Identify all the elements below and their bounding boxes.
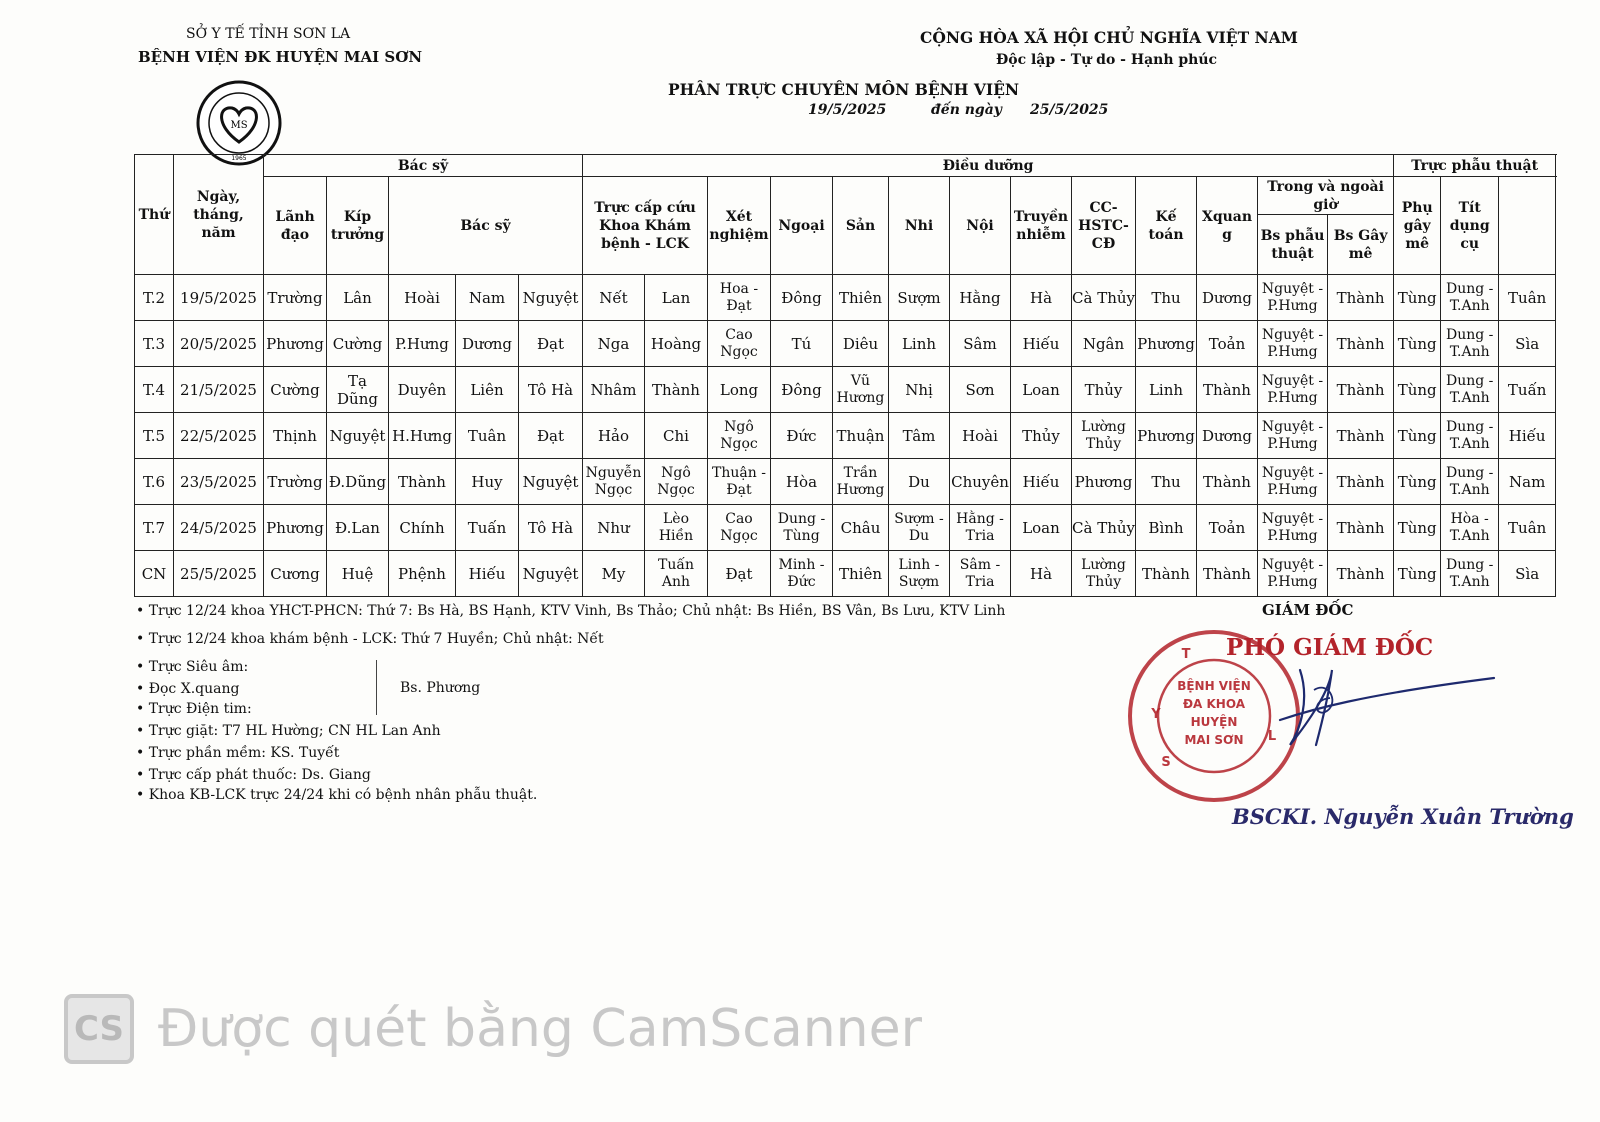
cell-ho-tong: Sìa <box>1499 321 1556 367</box>
cell-xet-nghiem: Long <box>708 367 771 413</box>
cell-tit-dung-cu: Dung - T.Anh <box>1441 413 1499 459</box>
col-tit-dung-cu: Tít dụng cụ <box>1441 177 1499 275</box>
cell-bs-phau-thuat: Nguyệt - P.Hưng <box>1258 505 1328 551</box>
table-row <box>135 413 1556 459</box>
cell-ngoai: Đông <box>771 367 833 413</box>
svg-text:ĐA KHOA: ĐA KHOA <box>1182 697 1246 711</box>
note-item: • Trực 12/24 khoa khám bệnh - LCK: Thứ 7 Huyền; Chủ nhật: Nết <box>136 631 604 647</box>
cell-bs1: Duyên <box>389 367 456 413</box>
note-item: • Đọc X.quang <box>136 681 240 697</box>
cell-ho-tong: Hiếu <box>1499 413 1556 459</box>
cell-nhi: Linh <box>889 321 950 367</box>
cell-cc2: Ngô Ngọc <box>645 459 708 505</box>
cell-bs1: H.Hưng <box>389 413 456 459</box>
cell-cc1: Như <box>583 505 645 551</box>
col-bs-gay-me: Bs Gây mê <box>1328 215 1394 275</box>
cell-ngay: 24/5/2025 <box>174 505 264 551</box>
cell-kip-truong: Đ.Dũng <box>327 459 389 505</box>
cell-cc-hstc: Lường Thủy <box>1072 551 1136 597</box>
cell-san: Châu <box>833 505 889 551</box>
cell-lanh-dao: Phương <box>264 321 327 367</box>
cell-ngoai: Dung - Tùng <box>771 505 833 551</box>
cell-noi: Sơn <box>950 367 1011 413</box>
col-ke-toan: Kế toán <box>1136 177 1197 275</box>
cell-xet-nghiem: Cao Ngọc <box>708 321 771 367</box>
cell-xquang: Thành <box>1197 551 1258 597</box>
national-motto: Độc lập - Tự do - Hạnh phúc <box>996 52 1218 68</box>
col-bs-phau-thuat: Bs phẫu thuật <box>1258 215 1328 275</box>
cell-bs2: Dương <box>456 321 519 367</box>
cell-bs-gay-me: Thành <box>1328 321 1394 367</box>
cell-san: Vũ Hương <box>833 367 889 413</box>
col-phu-gay-me: Phụ gây mê <box>1394 177 1441 275</box>
note-item: • Khoa KB-LCK trực 24/24 khi có bệnh nhân phẫu thuật. <box>136 787 538 803</box>
notes-list <box>136 600 1005 806</box>
cell-noi: Sâm - Tria <box>950 551 1011 597</box>
cell-tit-dung-cu: Dung - T.Anh <box>1441 459 1499 505</box>
cell-lanh-dao: Thịnh <box>264 413 327 459</box>
cell-bs3: Nguyệt <box>519 551 583 597</box>
cell-ngay: 20/5/2025 <box>174 321 264 367</box>
camscanner-logo-icon: CS <box>64 994 134 1064</box>
cell-cc-hstc: Lường Thủy <box>1072 413 1136 459</box>
note-item: • Trực phần mềm: KS. Tuyết <box>136 745 340 761</box>
cell-bs-phau-thuat: Nguyệt - P.Hưng <box>1258 275 1328 321</box>
cell-ngay: 25/5/2025 <box>174 551 264 597</box>
svg-text:MS: MS <box>230 120 248 131</box>
country-name: CỘNG HÒA XÃ HỘI CHỦ NGHĨA VIỆT NAM <box>920 28 1298 47</box>
agency-name: SỞ Y TẾ TỈNH SƠN LA <box>186 26 351 42</box>
cell-xet-nghiem: Ngô Ngọc <box>708 413 771 459</box>
cell-ngay: 22/5/2025 <box>174 413 264 459</box>
col-bac-sy: Bác sỹ <box>389 177 583 275</box>
cell-bs1: Hoài <box>389 275 456 321</box>
cell-bs-gay-me: Thành <box>1328 413 1394 459</box>
cell-phu-gay-me: Tùng <box>1394 505 1441 551</box>
cell-tit-dung-cu: Dung - T.Anh <box>1441 551 1499 597</box>
cell-xquang: Dương <box>1197 275 1258 321</box>
cell-thu: T.7 <box>135 505 174 551</box>
cell-truyen-nhiem: Loan <box>1011 505 1072 551</box>
table-row <box>135 459 1556 505</box>
cell-ho-tong: Sìa <box>1499 551 1556 597</box>
bracket-line <box>376 660 377 715</box>
cell-xquang: Toản <box>1197 505 1258 551</box>
cell-thu: T.6 <box>135 459 174 505</box>
cell-thu: CN <box>135 551 174 597</box>
cell-ke-toan: Linh <box>1136 367 1197 413</box>
assigned-doctor: Bs. Phương <box>400 680 481 696</box>
cell-bs-phau-thuat: Nguyệt - P.Hưng <box>1258 321 1328 367</box>
cell-truyen-nhiem: Hà <box>1011 551 1072 597</box>
cell-bs3: Nguyệt <box>519 275 583 321</box>
cell-ngay: 23/5/2025 <box>174 459 264 505</box>
cell-kip-truong: Lân <box>327 275 389 321</box>
document-title: PHÂN TRỰC CHUYÊN MÔN BỆNH VIỆN <box>668 80 1020 99</box>
cell-cc1: My <box>583 551 645 597</box>
cell-cc-hstc: Ngân <box>1072 321 1136 367</box>
cell-tit-dung-cu: Dung - T.Anh <box>1441 321 1499 367</box>
handwritten-signature <box>1267 650 1496 760</box>
cell-ke-toan: Bình <box>1136 505 1197 551</box>
cell-bs2: Liên <box>456 367 519 413</box>
deputy-director-title: PHÓ GIÁM ĐỐC <box>1226 634 1434 661</box>
cell-noi: Hằng - Tria <box>950 505 1011 551</box>
cell-nhi: Tâm <box>889 413 950 459</box>
cell-san: Diêu <box>833 321 889 367</box>
cell-ho-tong: Tuân <box>1499 275 1556 321</box>
cell-bs1: Phệnh <box>389 551 456 597</box>
cell-bs2: Nam <box>456 275 519 321</box>
note-item: • Trực 12/24 khoa YHCT-PHCN: Thứ 7: Bs Hà, BS Hạnh, KTV Vinh, Bs Thảo; Chủ nhật: Bs Hiền, BS Vân, Bs Lưu, KTV Linh <box>136 603 1006 619</box>
cell-lanh-dao: Phương <box>264 505 327 551</box>
cell-cc2: Lan <box>645 275 708 321</box>
cell-ho-tong: Nam <box>1499 459 1556 505</box>
cell-bs1: Chính <box>389 505 456 551</box>
col-lanh-dao: Lãnh đạo <box>264 177 327 275</box>
cell-bs-phau-thuat: Nguyệt - P.Hưng <box>1258 551 1328 597</box>
cell-bs2: Tuân <box>456 413 519 459</box>
cell-bs-phau-thuat: Nguyệt - P.Hưng <box>1258 459 1328 505</box>
cell-cc-hstc: Phương <box>1072 459 1136 505</box>
svg-text:S: S <box>1161 755 1171 770</box>
cell-nhi: Linh - Sượm <box>889 551 950 597</box>
cell-bs-gay-me: Thành <box>1328 459 1394 505</box>
cell-ke-toan: Thu <box>1136 459 1197 505</box>
col-truyen-nhiem: Truyền nhiễm <box>1011 177 1072 275</box>
svg-text:BỆNH VIỆN: BỆNH VIỆN <box>1177 679 1251 693</box>
cell-thu: T.3 <box>135 321 174 367</box>
cell-bs1: P.Hưng <box>389 321 456 367</box>
cell-bs-phau-thuat: Nguyệt - P.Hưng <box>1258 367 1328 413</box>
cell-ngoai: Đông <box>771 275 833 321</box>
cell-noi: Hoài <box>950 413 1011 459</box>
col-ngoai: Ngoại <box>771 177 833 275</box>
cell-bs-gay-me: Thành <box>1328 367 1394 413</box>
note-item: • Trực giặt: T7 HL Hường; CN HL Lan Anh <box>136 723 441 739</box>
date-from: 19/5/2025 <box>808 102 887 118</box>
cell-noi: Sâm <box>950 321 1011 367</box>
svg-text:MAI SƠN: MAI SƠN <box>1184 733 1244 747</box>
cell-lanh-dao: Cường <box>264 367 327 413</box>
cell-thu: T.2 <box>135 275 174 321</box>
cell-bs3: Tô Hà <box>519 505 583 551</box>
table-row <box>135 367 1556 413</box>
cell-cc-hstc: Cà Thủy <box>1072 275 1136 321</box>
cell-cc2: Chi <box>645 413 708 459</box>
cell-ngoai: Tú <box>771 321 833 367</box>
cell-bs-gay-me: Thành <box>1328 505 1394 551</box>
cell-bs3: Đạt <box>519 321 583 367</box>
cell-xquang: Thành <box>1197 459 1258 505</box>
cell-phu-gay-me: Tùng <box>1394 275 1441 321</box>
note-item: • Trực Siêu âm: <box>136 659 249 675</box>
cell-xet-nghiem: Thuận - Đạt <box>708 459 771 505</box>
cell-phu-gay-me: Tùng <box>1394 321 1441 367</box>
cell-ho-tong: Tuân <box>1499 505 1556 551</box>
group-dieu-duong: Điều dưỡng <box>583 155 1394 177</box>
date-to: 25/5/2025 <box>1030 102 1109 118</box>
svg-text:T: T <box>1181 647 1191 662</box>
cell-thu: T.5 <box>135 413 174 459</box>
cell-cc-hstc: Cà Thủy <box>1072 505 1136 551</box>
cell-truyen-nhiem: Hiếu <box>1011 459 1072 505</box>
duty-roster-table <box>134 154 1556 597</box>
cell-cc1: Nết <box>583 275 645 321</box>
cell-cc2: Tuấn Anh <box>645 551 708 597</box>
cell-ngoai: Minh - Đức <box>771 551 833 597</box>
cell-lanh-dao: Trường <box>264 459 327 505</box>
svg-text:HUYỆN: HUYỆN <box>1190 715 1238 729</box>
cell-ngoai: Đức <box>771 413 833 459</box>
cell-cc1: Nga <box>583 321 645 367</box>
cell-san: Thuận <box>833 413 889 459</box>
col-san: Sản <box>833 177 889 275</box>
cell-cc1: Nhâm <box>583 367 645 413</box>
cell-truyen-nhiem: Thủy <box>1011 413 1072 459</box>
cell-cc2: Lèo Hiền <box>645 505 708 551</box>
group-trong-ngoai-gio: Trong và ngoài giờ <box>1258 177 1394 215</box>
cell-bs2: Hiếu <box>456 551 519 597</box>
table-row <box>135 551 1556 597</box>
cell-xet-nghiem: Cao Ngọc <box>708 505 771 551</box>
camscanner-watermark <box>64 994 922 1064</box>
cell-xet-nghiem: Hoa - Đạt <box>708 275 771 321</box>
cell-bs2: Huy <box>456 459 519 505</box>
cell-nhi: Du <box>889 459 950 505</box>
cell-phu-gay-me: Tùng <box>1394 367 1441 413</box>
svg-text:L: L <box>1267 729 1277 744</box>
col-nhi: Nhi <box>889 177 950 275</box>
cell-truyen-nhiem: Hà <box>1011 275 1072 321</box>
cell-bs-gay-me: Thành <box>1328 275 1394 321</box>
cell-kip-truong: Nguyệt <box>327 413 389 459</box>
cell-bs3: Tô Hà <box>519 367 583 413</box>
cell-cc-hstc: Thủy <box>1072 367 1136 413</box>
cell-bs-phau-thuat: Nguyệt - P.Hưng <box>1258 413 1328 459</box>
cell-noi: Chuyên <box>950 459 1011 505</box>
note-item: • Trực Điện tim: <box>136 701 252 717</box>
cell-lanh-dao: Trường <box>264 275 327 321</box>
group-truc-phau-thuat: Trực phẫu thuật <box>1394 155 1556 177</box>
cell-nhi: Nhị <box>889 367 950 413</box>
cell-xquang: Thành <box>1197 367 1258 413</box>
cell-san: Trần Hương <box>833 459 889 505</box>
table-row <box>135 275 1556 321</box>
cell-bs1: Thành <box>389 459 456 505</box>
col-truc-cap-cuu: Trực cấp cứu Khoa Khám bệnh - LCK <box>583 177 708 275</box>
cell-xet-nghiem: Đạt <box>708 551 771 597</box>
cell-ke-toan: Phương <box>1136 413 1197 459</box>
group-bac-sy: Bác sỹ <box>264 155 583 177</box>
cell-kip-truong: Tạ Dũng <box>327 367 389 413</box>
cell-ke-toan: Thu <box>1136 275 1197 321</box>
cell-lanh-dao: Cương <box>264 551 327 597</box>
col-cc-hstc: CC- HSTC- CĐ <box>1072 177 1136 275</box>
cell-ngay: 21/5/2025 <box>174 367 264 413</box>
col-kip-truong: Kíp trưởng <box>327 177 389 275</box>
cell-tit-dung-cu: Dung - T.Anh <box>1441 367 1499 413</box>
col-xet-nghiem: Xét nghiệm <box>708 177 771 275</box>
cell-kip-truong: Huệ <box>327 551 389 597</box>
cell-xquang: Toản <box>1197 321 1258 367</box>
date-to-label: đến ngày <box>931 102 1002 118</box>
col-thu: Thứ <box>135 155 174 275</box>
cell-phu-gay-me: Tùng <box>1394 413 1441 459</box>
cell-bs3: Đạt <box>519 413 583 459</box>
cell-kip-truong: Đ.Lan <box>327 505 389 551</box>
cell-ho-tong: Tuấn <box>1499 367 1556 413</box>
cell-truyen-nhiem: Loan <box>1011 367 1072 413</box>
cell-cc2: Hoàng <box>645 321 708 367</box>
cell-bs-gay-me: Thành <box>1328 551 1394 597</box>
cell-thu: T.4 <box>135 367 174 413</box>
cell-san: Thiên <box>833 551 889 597</box>
cell-phu-gay-me: Tùng <box>1394 551 1441 597</box>
cell-nhi: Sượm - Du <box>889 505 950 551</box>
cell-cc1: Hảo <box>583 413 645 459</box>
table-row <box>135 505 1556 551</box>
cell-tit-dung-cu: Hòa - T.Anh <box>1441 505 1499 551</box>
cell-ngoai: Hòa <box>771 459 833 505</box>
cell-phu-gay-me: Tùng <box>1394 459 1441 505</box>
cell-ke-toan: Thành <box>1136 551 1197 597</box>
cell-tit-dung-cu: Dung - T.Anh <box>1441 275 1499 321</box>
cell-ngay: 19/5/2025 <box>174 275 264 321</box>
signatory-name: BSCKI. Nguyễn Xuân Trường <box>1232 804 1574 829</box>
cell-xquang: Dương <box>1197 413 1258 459</box>
svg-text:1965: 1965 <box>231 155 247 162</box>
col-ngay: Ngày, tháng, năm <box>174 155 264 275</box>
cell-truyen-nhiem: Hiếu <box>1011 321 1072 367</box>
cell-kip-truong: Cường <box>327 321 389 367</box>
cell-nhi: Sượm <box>889 275 950 321</box>
col-xquang: Xquan g <box>1197 177 1258 275</box>
watermark-text: Được quét bằng CamScanner <box>158 999 923 1059</box>
col-noi: Nội <box>950 177 1011 275</box>
note-item: • Trực cấp phát thuốc: Ds. Giang <box>136 767 371 783</box>
hospital-name: BỆNH VIỆN ĐK HUYỆN MAI SƠN <box>138 48 423 66</box>
table-row <box>135 321 1556 367</box>
cell-cc1: Nguyễn Ngọc <box>583 459 645 505</box>
director-title: GIÁM ĐỐC <box>1262 601 1354 619</box>
cell-cc2: Thành <box>645 367 708 413</box>
cell-san: Thiên <box>833 275 889 321</box>
cell-bs3: Nguyệt <box>519 459 583 505</box>
svg-text:Y: Y <box>1151 707 1161 722</box>
cell-noi: Hằng <box>950 275 1011 321</box>
cell-bs2: Tuấn <box>456 505 519 551</box>
cell-ke-toan: Phương <box>1136 321 1197 367</box>
